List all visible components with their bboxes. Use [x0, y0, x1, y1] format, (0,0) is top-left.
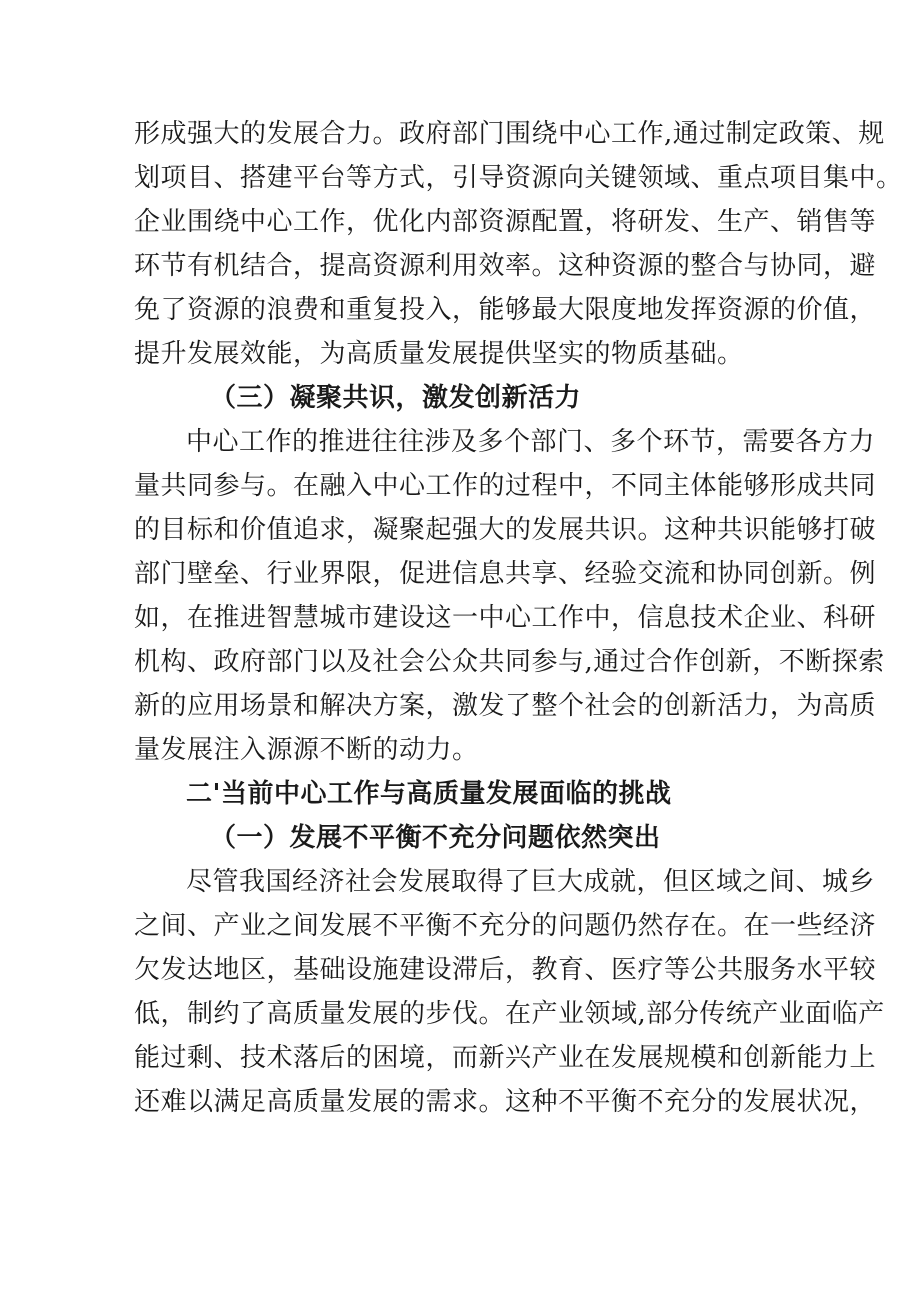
- section-heading-three: （三）凝聚共识，激发创新活力: [210, 383, 582, 413]
- paragraph-line: 中心工作的推进往往涉及多个部门、多个环节，需要各方力: [186, 427, 876, 457]
- paragraph-line: 划项目、搭建平台等方式，引导资源向关键领域、重点项目集中。: [134, 163, 903, 193]
- paragraph-line: 能过剩、技术落后的困境，而新兴产业在发展规模和创新能力上: [134, 1043, 877, 1073]
- paragraph-line: 免了资源的浪费和重复投入，能够最大限度地发挥资源的价值，: [134, 295, 877, 325]
- paragraph-line: 提升发展效能，为高质量发展提供坚实的物质基础。: [134, 339, 744, 369]
- paragraph-line: 机构、政府部门以及社会公众共同参与,通过合作创新，不断探索: [134, 647, 885, 677]
- paragraph-line: 之间、产业之间发展不平衡不充分的问题仍然存在。在一些经济: [134, 911, 877, 941]
- paragraph-line: 新的应用场景和解决方案，激发了整个社会的创新活力，为高质: [134, 691, 877, 721]
- paragraph-line: 尽管我国经济社会发展取得了巨大成就，但区域之间、城乡: [186, 867, 876, 897]
- paragraph-line: 欠发达地区，基础设施建设滞后，教育、医疗等公共服务水平较: [134, 955, 877, 985]
- section-heading-one: （一）发展不平衡不充分问题依然突出: [210, 823, 661, 853]
- paragraph-line: 环节有机结合，提高资源利用效率。这种资源的整合与协同，避: [134, 251, 877, 281]
- paragraph-line: 低，制约了高质量发展的步伐。在产业领域,部分传统产业面临产: [134, 999, 885, 1029]
- paragraph-line: 部门壁垒、行业界限，促进信息共享、经验交流和协同创新。例: [134, 559, 877, 589]
- paragraph-line: 的目标和价值追求，凝聚起强大的发展共识。这种共识能够打破: [134, 515, 877, 545]
- paragraph-line: 量共同参与。在融入中心工作的过程中，不同主体能够形成共同: [134, 471, 877, 501]
- paragraph-line: 企业围绕中心工作，优化内部资源配置，将研发、生产、销售等: [134, 207, 877, 237]
- paragraph-line: 还难以满足高质量发展的需求。这种不平衡不充分的发展状况，: [134, 1087, 877, 1117]
- paragraph-line: 如，在推进智慧城市建设这一中心工作中，信息技术企业、科研: [134, 603, 877, 633]
- paragraph-line: 形成强大的发展合力。政府部门围绕中心工作,通过制定政策、规: [134, 119, 885, 149]
- paragraph-line: 量发展注入源源不断的动力。: [134, 735, 479, 765]
- chapter-heading-two: 二'当前中心工作与高质量发展面临的挑战: [186, 779, 672, 809]
